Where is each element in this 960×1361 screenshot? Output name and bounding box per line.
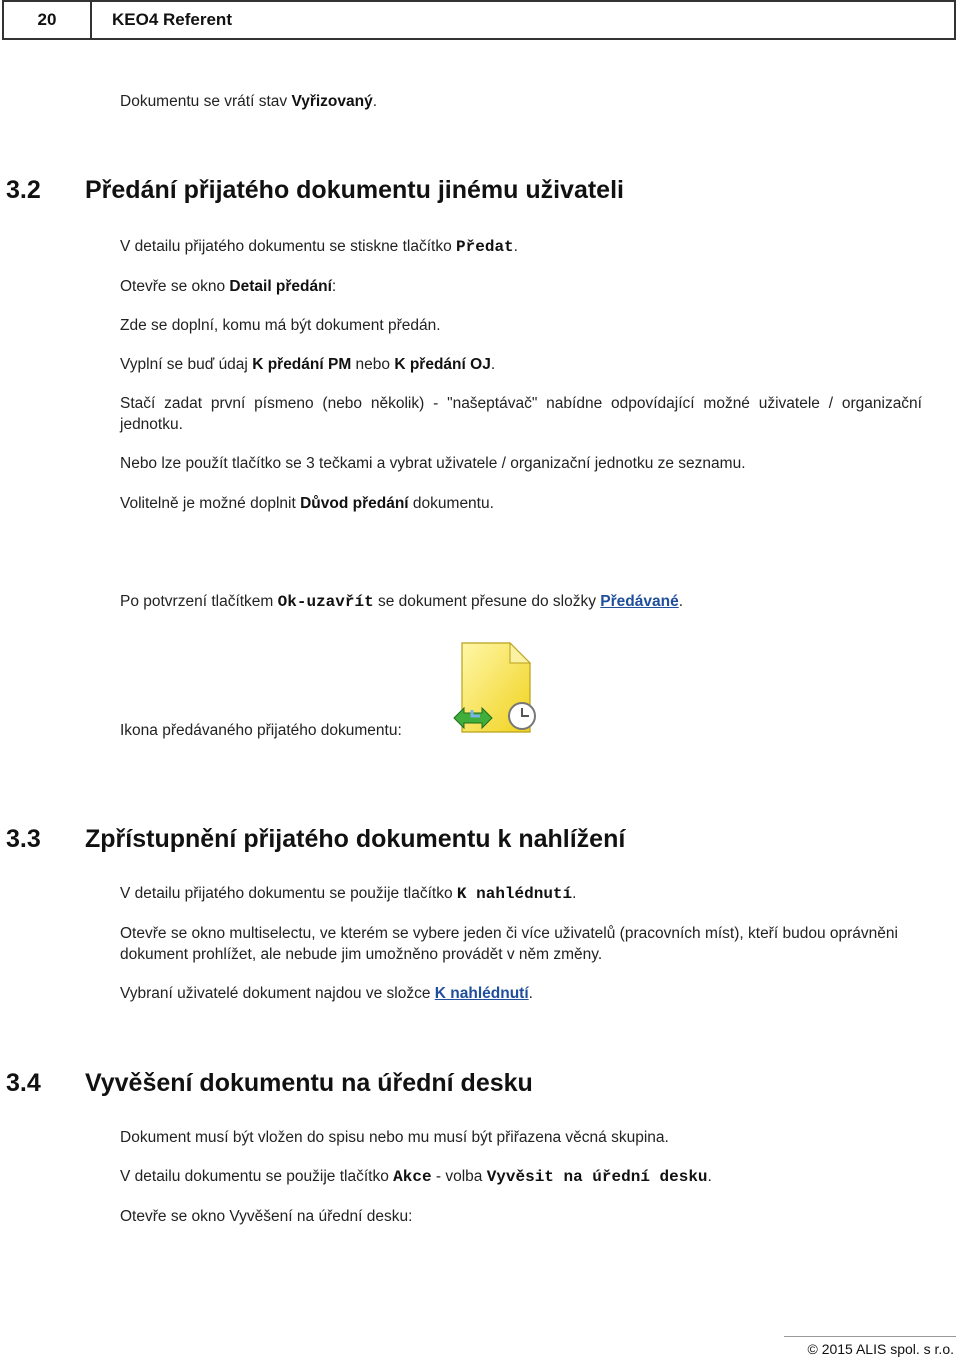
- text: Vybraní uživatelé dokument najdou ve složce: [120, 985, 435, 1002]
- text: nebo: [351, 356, 395, 373]
- button-name: Ok-uzavřít: [277, 593, 374, 611]
- button-name: K nahlédnutí: [456, 885, 573, 903]
- paragraph: [120, 354, 922, 375]
- text: V detailu dokumentu se použije tlačítko: [120, 1168, 394, 1185]
- text: Po potvrzení tlačítkem: [120, 593, 278, 610]
- button-name: Akce: [393, 1168, 432, 1186]
- page-number: 20: [2, 0, 92, 40]
- text: Volitelně je možné doplnit: [120, 495, 301, 512]
- text: .: [678, 593, 684, 610]
- text: Vyplní se buď údaj: [120, 356, 253, 373]
- menu-option-name: Vyvěsit na úřední desku: [486, 1168, 708, 1186]
- text: :: [331, 278, 337, 295]
- text: .: [528, 985, 533, 1002]
- paragraph-intro: [120, 91, 922, 112]
- footer-copyright: © 2015 ALIS spol. s r.o.: [807, 1341, 954, 1357]
- paragraph: [120, 276, 922, 297]
- paragraph: [120, 493, 922, 514]
- text: .: [707, 1168, 712, 1185]
- paragraph: Otevře se okno multiselectu, ve kterém se vybere jeden či více uživatelů (pracovních míst), kteří budou oprávněni dokument prohlížet, ale nebude jim umožněno provádět v něm změny.: [120, 925, 898, 963]
- document-forward-clock-icon: [452, 640, 544, 740]
- text: .: [490, 356, 496, 373]
- section-title: Zpřístupnění přijatého dokumentu k nahlížení: [85, 825, 626, 853]
- footer-divider: [784, 1336, 956, 1337]
- section-title: Předání přijatého dokumentu jinému uživateli: [85, 176, 624, 204]
- text: Dokumentu se vrátí stav: [120, 93, 292, 110]
- paragraph: Stačí zadat první písmeno (nebo několik) - "našeptávač" nabídne odpovídající možné uživatele / organizační jednotku.: [120, 395, 922, 433]
- paragraph: [120, 883, 922, 905]
- text: dokumentu.: [408, 495, 494, 512]
- section-title: Vyvěšení dokumentu na úřední desku: [85, 1069, 533, 1097]
- field-name: Důvod předání: [300, 495, 409, 512]
- text: se dokument přesune do složky: [373, 593, 601, 610]
- paragraph: [120, 1166, 922, 1188]
- text: .: [572, 885, 577, 902]
- paragraph: Nebo lze použít tlačítko se 3 tečkami a vybrat uživatele / organizační jednotku ze seznamu.: [120, 455, 746, 472]
- paragraph: Dokument musí být vložen do spisu nebo mu musí být přiřazena věcná skupina.: [120, 1129, 669, 1146]
- text: Otevře se okno: [120, 278, 230, 295]
- text: V detailu přijatého dokumentu se stiskne tlačítko: [120, 238, 457, 255]
- field-name: K předání PM: [252, 356, 352, 373]
- text: - volba: [431, 1168, 487, 1185]
- paragraph: Otevře se okno Vyvěšení na úřední desku:: [120, 1208, 413, 1225]
- paragraph-icon-caption: Ikona předávaného přijatého dokumentu:: [120, 722, 402, 739]
- running-header-title: KEO4 Referent: [92, 0, 956, 40]
- section-number: 3.3: [6, 825, 41, 853]
- section-number: 3.2: [6, 176, 41, 204]
- paragraph: Zde se doplní, komu má být dokument předán.: [120, 317, 441, 334]
- field-name: K předání OJ: [394, 356, 491, 373]
- status-name: Vyřizovaný: [291, 93, 373, 110]
- text: V detailu přijatého dokumentu se použije tlačítko: [120, 885, 457, 902]
- text: .: [513, 238, 518, 255]
- folder-link-k-nahlednuti[interactable]: K nahlédnutí: [434, 985, 529, 1002]
- paragraph: [120, 236, 922, 258]
- window-name: Detail předání: [229, 278, 332, 295]
- folder-link-predavane[interactable]: Předávané: [600, 593, 679, 610]
- section-number: 3.4: [6, 1069, 41, 1097]
- text: .: [372, 93, 378, 110]
- paragraph: [120, 591, 922, 613]
- button-name: Předat: [456, 238, 514, 256]
- paragraph: [120, 983, 922, 1004]
